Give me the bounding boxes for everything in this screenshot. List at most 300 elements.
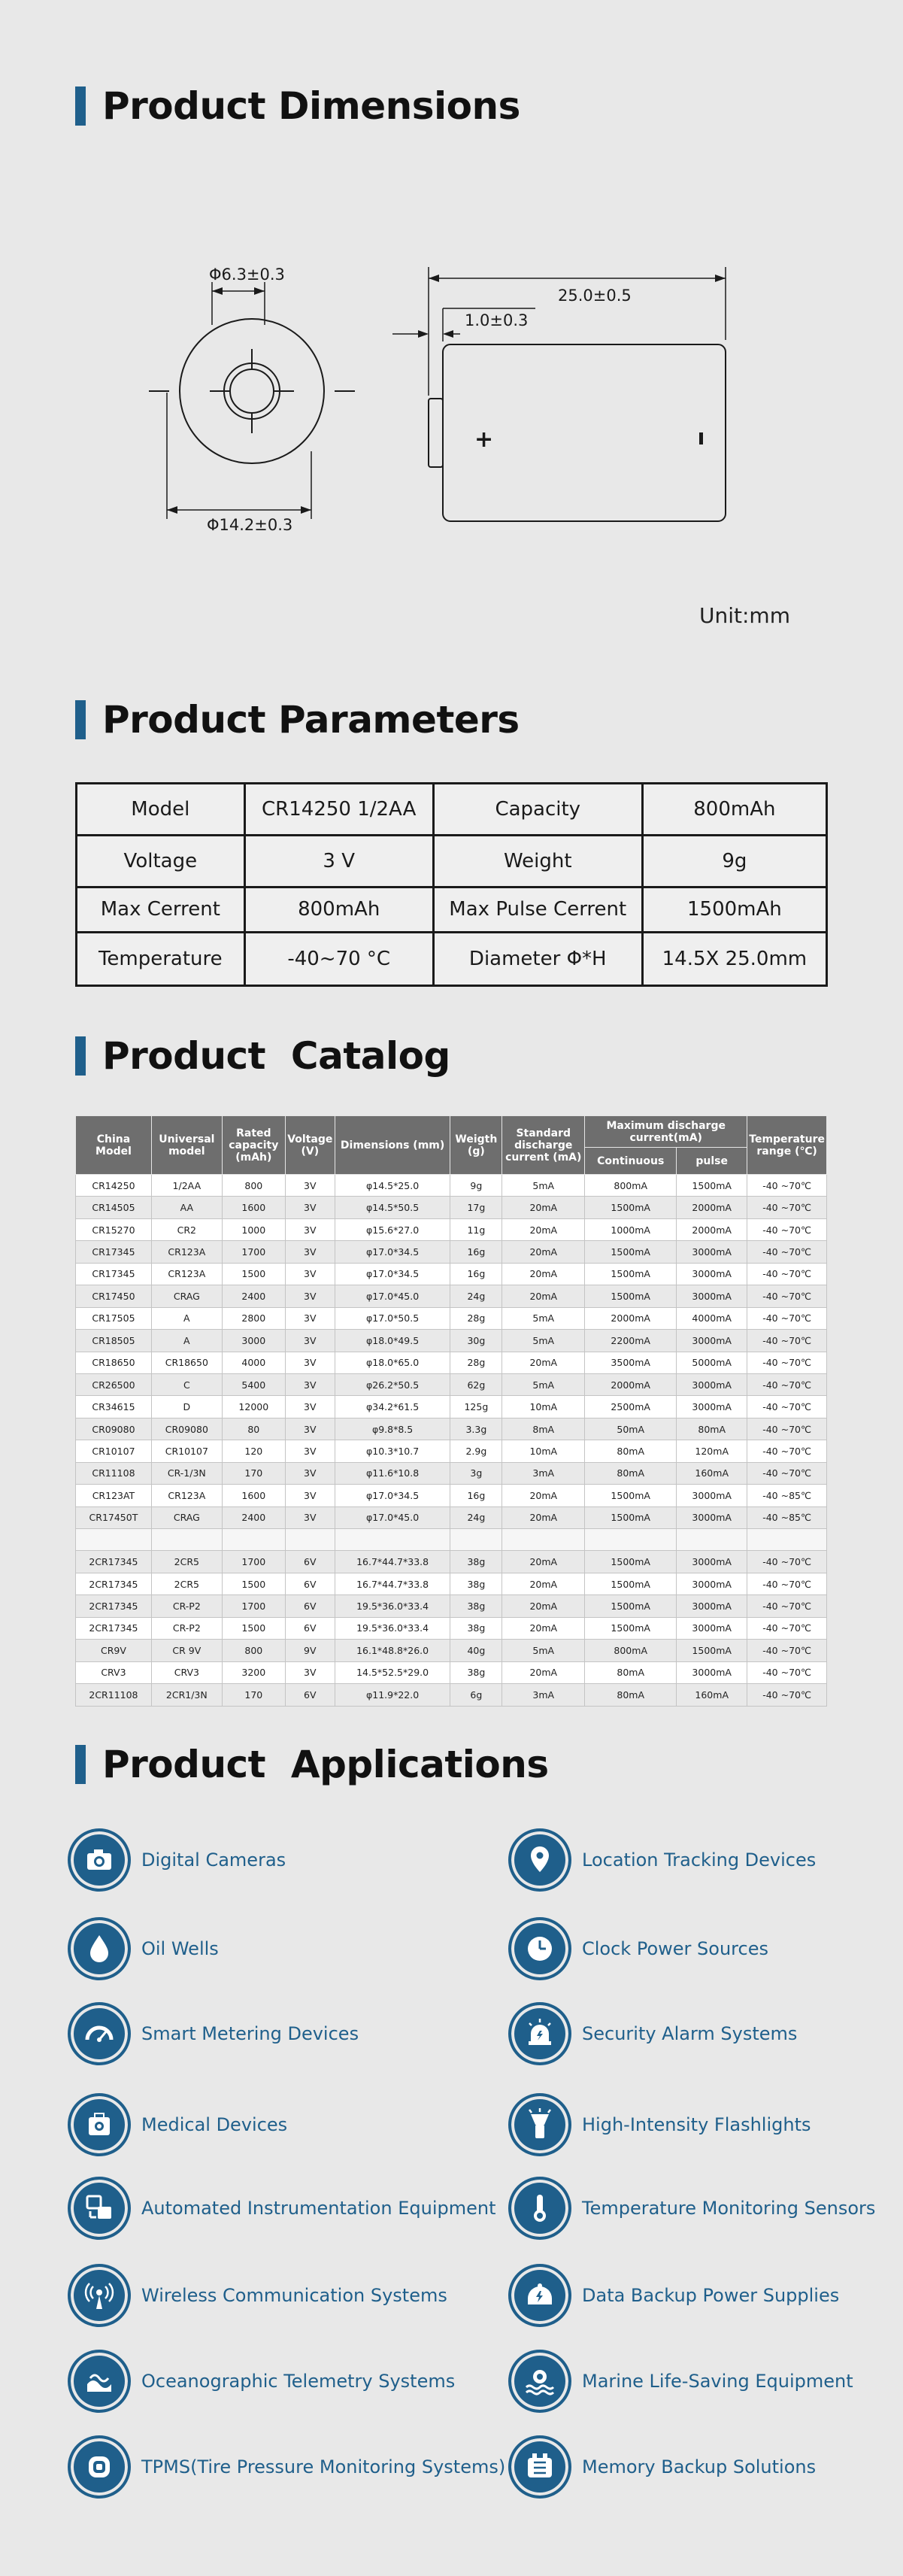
catalog-cell: 800mA (585, 1640, 677, 1661)
catalog-cell: 3V (285, 1440, 335, 1462)
catalog-row (76, 1330, 827, 1352)
negative-terminal-symbol (699, 432, 703, 445)
catalog-cell: φ17.0*34.5 (335, 1263, 450, 1285)
catalog-cell: 3V (285, 1218, 335, 1240)
heading-accent-bar (75, 86, 86, 126)
catalog-cell (450, 1529, 502, 1551)
parameter-value: 1500mAh (642, 887, 826, 933)
col-header-standard-discharge: Standard discharge current (mA) (502, 1116, 585, 1175)
application-item (68, 1828, 286, 1892)
catalog-cell: 1500mA (585, 1241, 677, 1263)
catalog-row (76, 1440, 827, 1462)
catalog-cell: 2500mA (585, 1396, 677, 1418)
catalog-cell: 30g (450, 1330, 502, 1352)
catalog-cell: 3g (450, 1462, 502, 1484)
catalog-cell: 1500mA (585, 1551, 677, 1573)
catalog-cell: 6V (285, 1684, 335, 1706)
catalog-cell: -40 ~85℃ (747, 1506, 827, 1528)
catalog-cell: -40 ~85℃ (747, 1485, 827, 1506)
catalog-cell: A (151, 1307, 222, 1329)
catalog-cell: CR18650 (151, 1352, 222, 1373)
catalog-cell: CR2 (151, 1218, 222, 1240)
catalog-cell: 20mA (502, 1661, 585, 1683)
catalog-cell: 20mA (502, 1551, 585, 1573)
catalog-cell: 20mA (502, 1285, 585, 1307)
catalog-cell: 1500mA (677, 1640, 747, 1661)
application-item (508, 2093, 811, 2156)
battery-front-view (149, 282, 355, 519)
catalog-cell: 3V (285, 1175, 335, 1197)
catalog-cell: CR123A (151, 1485, 222, 1506)
catalog-cell: 1700 (222, 1595, 285, 1617)
catalog-row (76, 1218, 827, 1240)
catalog-cell: 38g (450, 1595, 502, 1617)
col-header-voltage: Voltage (V) (285, 1116, 335, 1175)
catalog-cell: 10mA (502, 1440, 585, 1462)
inner-diameter-label: Φ6.3±0.3 (209, 265, 285, 284)
col-header-max-discharge: Maximum discharge current(mA) (585, 1116, 747, 1148)
catalog-cell: CR17450 (76, 1285, 152, 1307)
parameter-value: -40~70 °C (244, 933, 433, 986)
catalog-cell: 3200 (222, 1661, 285, 1683)
thermometer-icon (508, 2177, 571, 2240)
catalog-row (76, 1661, 827, 1683)
catalog-cell: 62g (450, 1373, 502, 1395)
catalog-cell: -40 ~70℃ (747, 1440, 827, 1462)
parameter-row (77, 835, 827, 887)
catalog-cell: 2CR17345 (76, 1573, 152, 1594)
catalog-cell: 3000mA (677, 1241, 747, 1263)
catalog-cell: CR14505 (76, 1197, 152, 1218)
application-label: Temperature Monitoring Sensors (582, 2198, 876, 2219)
catalog-cell: 3V (285, 1373, 335, 1395)
application-label: Digital Cameras (141, 1849, 286, 1871)
catalog-cell: 3mA (502, 1462, 585, 1484)
parameters-title: Product Parameters (102, 698, 520, 742)
application-item (508, 2264, 839, 2327)
parameter-label: Max Pulse Cerrent (433, 887, 642, 933)
catalog-cell: 1500mA (585, 1595, 677, 1617)
catalog-cell: 1500 (222, 1617, 285, 1639)
parameter-label: Voltage (77, 835, 245, 887)
catalog-cell: CR9V (76, 1640, 152, 1661)
col-header-temperature: Temperature range (℃) (747, 1116, 827, 1175)
catalog-cell: -40 ~70℃ (747, 1617, 827, 1639)
parameter-label: Capacity (433, 784, 642, 836)
catalog-cell: 38g (450, 1551, 502, 1573)
application-label: Medical Devices (141, 2114, 288, 2135)
catalog-cell: 1700 (222, 1241, 285, 1263)
memory-icon (508, 2435, 571, 2499)
catalog-cell: -40 ~70℃ (747, 1551, 827, 1573)
catalog-cell: -40 ~70℃ (747, 1352, 827, 1373)
catalog-cell: 9g (450, 1175, 502, 1197)
catalog-cell: 2400 (222, 1506, 285, 1528)
catalog-row (76, 1595, 827, 1617)
antenna-icon (68, 2264, 131, 2327)
catalog-cell: 1700 (222, 1551, 285, 1573)
application-item (68, 2264, 447, 2327)
catalog-cell: CR14250 (76, 1175, 152, 1197)
catalog-cell: CR26500 (76, 1373, 152, 1395)
catalog-cell (585, 1529, 677, 1551)
catalog-cell: 6V (285, 1573, 335, 1594)
catalog-cell: 6V (285, 1617, 335, 1639)
application-item (508, 2350, 853, 2413)
catalog-cell: 3000mA (677, 1373, 747, 1395)
catalog-cell: φ18.0*65.0 (335, 1352, 450, 1373)
catalog-cell: 38g (450, 1661, 502, 1683)
catalog-cell: 3000mA (677, 1661, 747, 1683)
catalog-cell: 11g (450, 1218, 502, 1240)
catalog-cell: -40 ~70℃ (747, 1307, 827, 1329)
catalog-cell: 2CR1/3N (151, 1684, 222, 1706)
catalog-cell: AA (151, 1197, 222, 1218)
catalog-cell: 5mA (502, 1307, 585, 1329)
catalog-cell: -40 ~70℃ (747, 1573, 827, 1594)
application-label: Data Backup Power Supplies (582, 2285, 840, 2306)
application-label: Automated Instrumentation Equipment (141, 2198, 496, 2219)
catalog-cell: 3V (285, 1352, 335, 1373)
heading-accent-bar (75, 1036, 86, 1076)
positive-terminal-symbol: + (474, 426, 494, 453)
catalog-cell: 19.5*36.0*33.4 (335, 1617, 450, 1639)
catalog-cell: 800mA (585, 1175, 677, 1197)
catalog-cell: CR09080 (76, 1418, 152, 1440)
catalog-cell: 1600 (222, 1197, 285, 1218)
application-item (68, 2002, 359, 2065)
catalog-cell: 3.3g (450, 1418, 502, 1440)
camera-icon (68, 1828, 131, 1892)
catalog-cell: CR-P2 (151, 1617, 222, 1639)
dimensions-title: Product Dimensions (102, 84, 520, 128)
catalog-cell: 3000mA (677, 1263, 747, 1285)
catalog-cell: 1600 (222, 1485, 285, 1506)
catalog-cell: -40 ~70℃ (747, 1241, 827, 1263)
catalog-cell: φ9.8*8.5 (335, 1418, 450, 1440)
catalog-cell: -40 ~70℃ (747, 1396, 827, 1418)
catalog-cell: 1500mA (585, 1573, 677, 1594)
parameter-value: 9g (642, 835, 826, 887)
terminal-label: 1.0±0.3 (465, 311, 529, 329)
parameters-heading (75, 698, 520, 742)
parameter-value: 800mAh (642, 784, 826, 836)
catalog-row (76, 1573, 827, 1594)
catalog-cell: 5mA (502, 1373, 585, 1395)
catalog-cell: 24g (450, 1506, 502, 1528)
catalog-cell: 9V (285, 1640, 335, 1661)
parameter-value: CR14250 1/2AA (244, 784, 433, 836)
catalog-cell: 1500mA (585, 1197, 677, 1218)
catalog-cell: 6V (285, 1551, 335, 1573)
catalog-cell (285, 1529, 335, 1551)
catalog-row (76, 1529, 827, 1551)
catalog-cell: 50mA (585, 1418, 677, 1440)
catalog-cell: 160mA (677, 1684, 747, 1706)
catalog-cell: -40 ~70℃ (747, 1263, 827, 1285)
application-label: Wireless Communication Systems (141, 2285, 447, 2306)
catalog-cell: 20mA (502, 1506, 585, 1528)
catalog-cell: 2000mA (677, 1218, 747, 1240)
catalog-cell: 1000mA (585, 1218, 677, 1240)
application-label: Security Alarm Systems (582, 2023, 798, 2044)
catalog-cell: 3000mA (677, 1330, 747, 1352)
application-label: Oceanographic Telemetry Systems (141, 2371, 456, 2392)
catalog-cell: 2CR5 (151, 1551, 222, 1573)
catalog-cell: -40 ~70℃ (747, 1684, 827, 1706)
applications-heading (75, 1743, 549, 1786)
catalog-cell: -40 ~70℃ (747, 1285, 827, 1307)
catalog-cell (151, 1529, 222, 1551)
catalog-cell: 20mA (502, 1573, 585, 1594)
catalog-row (76, 1307, 827, 1329)
outer-diameter-label: Φ14.2±0.3 (207, 516, 293, 534)
catalog-cell: CRV3 (76, 1661, 152, 1683)
catalog-cell: -40 ~70℃ (747, 1218, 827, 1240)
instrument-icon (68, 2177, 131, 2240)
catalog-cell: 1500mA (585, 1617, 677, 1639)
catalog-cell: 16g (450, 1263, 502, 1285)
catalog-cell: CR17505 (76, 1307, 152, 1329)
catalog-row (76, 1175, 827, 1197)
application-label: Oil Wells (141, 1938, 219, 1959)
application-item (508, 2177, 875, 2240)
catalog-cell: φ17.0*45.0 (335, 1506, 450, 1528)
oil-drop-icon (68, 1917, 131, 1980)
meter-gauge-icon (68, 2002, 131, 2065)
parameter-label: Weight (433, 835, 642, 887)
catalog-cell: 16.7*44.7*33.8 (335, 1551, 450, 1573)
catalog-cell: 3V (285, 1661, 335, 1683)
catalog-cell (76, 1529, 152, 1551)
catalog-cell: 24g (450, 1285, 502, 1307)
application-item (68, 2177, 495, 2240)
catalog-cell: φ26.2*50.5 (335, 1373, 450, 1395)
catalog-cell: CR17345 (76, 1241, 152, 1263)
catalog-cell: 16.1*48.8*26.0 (335, 1640, 450, 1661)
application-item (508, 2435, 816, 2499)
catalog-cell: 20mA (502, 1485, 585, 1506)
catalog-cell: 3V (285, 1263, 335, 1285)
catalog-cell: 800 (222, 1175, 285, 1197)
catalog-cell: 14.5*52.5*29.0 (335, 1661, 450, 1683)
catalog-cell: 2CR17345 (76, 1617, 152, 1639)
catalog-cell: 1/2AA (151, 1175, 222, 1197)
catalog-row (76, 1418, 827, 1440)
catalog-cell: CR10107 (151, 1440, 222, 1462)
catalog-cell: 5400 (222, 1373, 285, 1395)
catalog-cell: 3000mA (677, 1551, 747, 1573)
catalog-cell: 2CR17345 (76, 1595, 152, 1617)
catalog-cell (335, 1529, 450, 1551)
application-label: Clock Power Sources (582, 1938, 768, 1959)
catalog-cell: 3V (285, 1330, 335, 1352)
catalog-cell: CR18505 (76, 1330, 152, 1352)
catalog-cell: φ11.6*10.8 (335, 1462, 450, 1484)
catalog-cell: 1500mA (677, 1175, 747, 1197)
catalog-cell: CR10107 (76, 1440, 152, 1462)
catalog-cell: 80 (222, 1418, 285, 1440)
catalog-cell: 28g (450, 1307, 502, 1329)
application-label: Location Tracking Devices (582, 1849, 817, 1871)
catalog-cell (677, 1529, 747, 1551)
tire-icon (68, 2435, 131, 2499)
catalog-cell: CR123AT (76, 1485, 152, 1506)
catalog-cell: 1500 (222, 1263, 285, 1285)
catalog-cell: 80mA (677, 1418, 747, 1440)
catalog-cell: CR09080 (151, 1418, 222, 1440)
catalog-cell: 3500mA (585, 1352, 677, 1373)
application-label: Marine Life-Saving Equipment (582, 2371, 853, 2392)
catalog-cell: 80mA (585, 1684, 677, 1706)
catalog-cell: 20mA (502, 1595, 585, 1617)
col-header-china-model: China Model (76, 1116, 152, 1175)
catalog-cell: 1500mA (585, 1285, 677, 1307)
catalog-cell: 2CR5 (151, 1573, 222, 1594)
catalog-row (76, 1684, 827, 1706)
application-item (68, 1917, 219, 1980)
catalog-cell: 16.7*44.7*33.8 (335, 1573, 450, 1594)
catalog-cell: 20mA (502, 1617, 585, 1639)
application-item (508, 2002, 797, 2065)
catalog-cell: 5mA (502, 1330, 585, 1352)
catalog-cell: CR11108 (76, 1462, 152, 1484)
clock-icon (508, 1917, 571, 1980)
catalog-row (76, 1263, 827, 1285)
backup-power-icon (508, 2264, 571, 2327)
catalog-cell: CR17450T (76, 1506, 152, 1528)
catalog-cell: 6V (285, 1595, 335, 1617)
catalog-cell: 3V (285, 1285, 335, 1307)
col-header-continuous: Continuous (585, 1148, 677, 1175)
parameter-row (77, 933, 827, 986)
catalog-cell: 800 (222, 1640, 285, 1661)
catalog-cell: CR 9V (151, 1640, 222, 1661)
catalog-cell: φ10.3*10.7 (335, 1440, 450, 1462)
location-pin-icon (508, 1828, 571, 1892)
catalog-cell: 3000mA (677, 1285, 747, 1307)
catalog-cell: A (151, 1330, 222, 1352)
catalog-cell: CR-1/3N (151, 1462, 222, 1484)
catalog-cell: -40 ~70℃ (747, 1595, 827, 1617)
medical-kit-icon (68, 2093, 131, 2156)
catalog-cell: φ17.0*50.5 (335, 1307, 450, 1329)
catalog-cell: 1500mA (585, 1485, 677, 1506)
application-label: TPMS(Tire Pressure Monitoring Systems) (141, 2456, 506, 2477)
catalog-cell: -40 ~70℃ (747, 1197, 827, 1218)
catalog-row (76, 1617, 827, 1639)
catalog-cell: 170 (222, 1462, 285, 1484)
parameter-row (77, 887, 827, 933)
catalog-cell: 80mA (585, 1462, 677, 1484)
catalog-row (76, 1373, 827, 1395)
catalog-cell: CR17345 (76, 1263, 152, 1285)
catalog-cell: -40 ~70℃ (747, 1661, 827, 1683)
catalog-row (76, 1352, 827, 1373)
application-item (68, 2435, 505, 2499)
catalog-row (76, 1640, 827, 1661)
catalog-cell: φ34.2*61.5 (335, 1396, 450, 1418)
application-item (508, 1828, 816, 1892)
catalog-cell: 3mA (502, 1684, 585, 1706)
applications-title: Product Applications (102, 1743, 549, 1786)
application-label: Memory Backup Solutions (582, 2456, 817, 2477)
catalog-cell: CR18650 (76, 1352, 152, 1373)
application-item (68, 2350, 455, 2413)
parameter-row (77, 784, 827, 836)
catalog-cell: CR123A (151, 1263, 222, 1285)
catalog-cell: CRV3 (151, 1661, 222, 1683)
catalog-cell: 2200mA (585, 1330, 677, 1352)
parameter-value: 800mAh (244, 887, 433, 933)
catalog-cell: -40 ~70℃ (747, 1330, 827, 1352)
catalog-table (75, 1115, 827, 1707)
catalog-cell: 3V (285, 1241, 335, 1263)
catalog-cell: 17g (450, 1197, 502, 1218)
col-header-universal-model: Universal model (151, 1116, 222, 1175)
catalog-cell: CR-P2 (151, 1595, 222, 1617)
catalog-cell: 2400 (222, 1285, 285, 1307)
catalog-cell: 10mA (502, 1396, 585, 1418)
catalog-cell: 20mA (502, 1197, 585, 1218)
catalog-cell: 3V (285, 1485, 335, 1506)
catalog-cell: 19.5*36.0*33.4 (335, 1595, 450, 1617)
catalog-cell: 3V (285, 1418, 335, 1440)
catalog-cell: 16g (450, 1241, 502, 1263)
catalog-cell: 120mA (677, 1440, 747, 1462)
catalog-cell: 38g (450, 1573, 502, 1594)
catalog-cell: -40 ~70℃ (747, 1462, 827, 1484)
catalog-cell: 2.9g (450, 1440, 502, 1462)
catalog-cell: 80mA (585, 1661, 677, 1683)
catalog-cell: 3000mA (677, 1617, 747, 1639)
catalog-cell: 6g (450, 1684, 502, 1706)
catalog-cell: φ14.5*50.5 (335, 1197, 450, 1218)
length-label: 25.0±0.5 (558, 287, 632, 305)
catalog-cell: 120 (222, 1440, 285, 1462)
catalog-cell: 4000 (222, 1352, 285, 1373)
catalog-cell: 3V (285, 1197, 335, 1218)
catalog-cell: φ18.0*49.5 (335, 1330, 450, 1352)
parameter-value: 14.5X 25.0mm (642, 933, 826, 986)
catalog-cell: 3000 (222, 1330, 285, 1352)
col-header-rated-capacity: Rated capacity (mAh) (222, 1116, 285, 1175)
parameter-label: Model (77, 784, 245, 836)
col-header-pulse: pulse (677, 1148, 747, 1175)
lifebuoy-icon (508, 2350, 571, 2413)
col-header-dimensions: Dimensions (mm) (335, 1116, 450, 1175)
catalog-cell: 2000mA (585, 1373, 677, 1395)
catalog-cell: 3V (285, 1307, 335, 1329)
catalog-cell: 4000mA (677, 1307, 747, 1329)
catalog-cell: CRAG (151, 1285, 222, 1307)
catalog-cell: CRAG (151, 1506, 222, 1528)
catalog-row (76, 1241, 827, 1263)
catalog-row (76, 1285, 827, 1307)
catalog-cell: 16g (450, 1485, 502, 1506)
catalog-cell: 20mA (502, 1241, 585, 1263)
catalog-cell: 1000 (222, 1218, 285, 1240)
catalog-cell: φ15.6*27.0 (335, 1218, 450, 1240)
catalog-title: Product Catalog (102, 1034, 450, 1078)
catalog-row (76, 1396, 827, 1418)
catalog-cell (502, 1529, 585, 1551)
catalog-cell: 1500mA (585, 1263, 677, 1285)
application-label: High-Intensity Flashlights (582, 2114, 811, 2135)
catalog-cell: 3V (285, 1462, 335, 1484)
catalog-cell: 170 (222, 1684, 285, 1706)
parameter-label: Max Cerrent (77, 887, 245, 933)
